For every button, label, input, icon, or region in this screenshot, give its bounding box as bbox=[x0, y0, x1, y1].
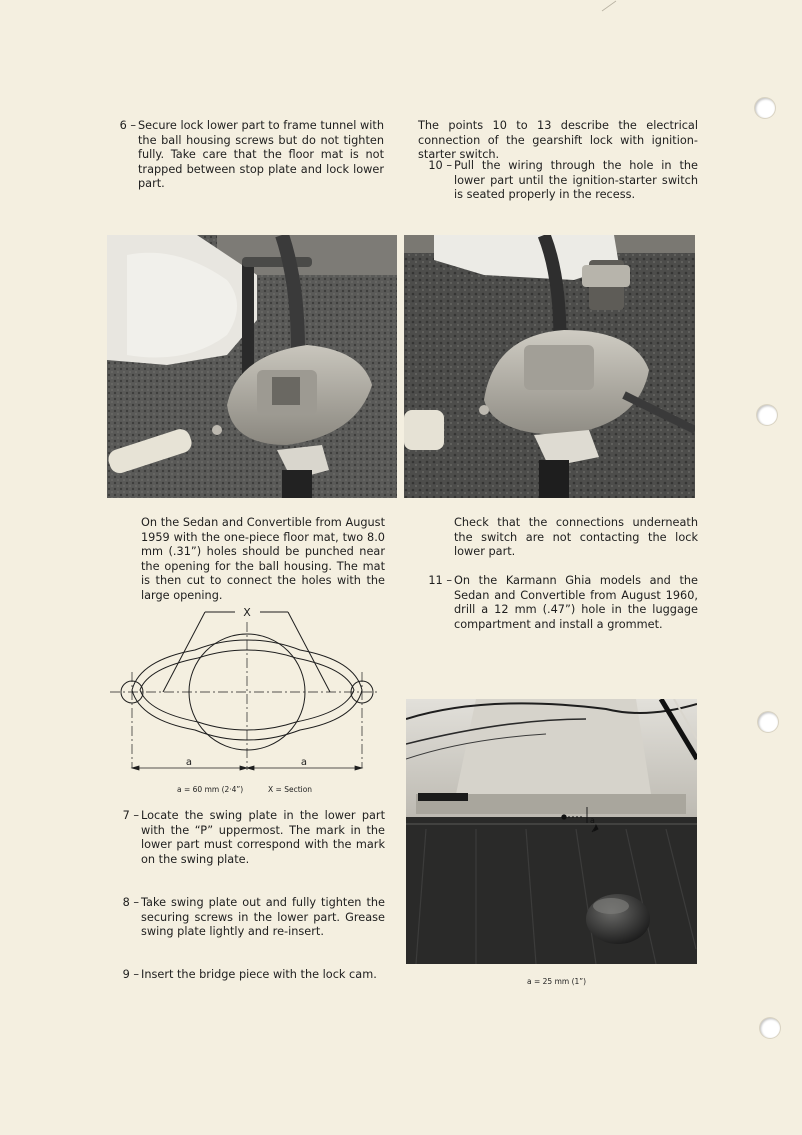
step-11-text: On the Karmann Ghia models and the Sedan and Convertible from August 1960, drill a 12 mm (.47”) hole in the luggage compartment and install a grommet. bbox=[454, 574, 698, 631]
step-10-text: Pull the wiring through the hole in the lower part until the ignition-starter switch is seated properly in the recess. bbox=[454, 159, 698, 202]
step-8-text: Take swing plate out and fully tighten the securing screws in the lower part. Grease swing plate lightly and re-insert. bbox=[141, 896, 385, 939]
photo-lock-wrench bbox=[107, 235, 397, 498]
step-7-number: 7 – bbox=[122, 809, 139, 822]
check-connections-paragraph: Check that the connections underneath the switch are not contacting the lock lower part. bbox=[454, 516, 698, 559]
step-8 bbox=[122, 896, 385, 940]
section-diagram bbox=[110, 600, 380, 780]
section-diagram-drawing bbox=[110, 600, 380, 780]
photo-caption: a = 25 mm (1”) bbox=[527, 977, 587, 986]
step-7-text: Locate the swing plate in the lower part with the “P” uppermost. The mark in the lower part must correspond with the mark on the swing plate. bbox=[141, 809, 385, 866]
photo-marker-label: a bbox=[590, 816, 595, 825]
step-9 bbox=[122, 968, 385, 983]
step-11-number: 11 – bbox=[428, 574, 452, 587]
binder-hole bbox=[755, 98, 775, 118]
photo-luggage-compartment bbox=[406, 699, 697, 964]
binder-hole bbox=[758, 712, 778, 732]
step-10-number: 10 – bbox=[428, 159, 452, 172]
step-9-text: Insert the bridge piece with the lock cam. bbox=[141, 968, 377, 981]
step-6 bbox=[119, 119, 384, 192]
step-6-text: Secure lock lower part to frame tunnel with the ball housing screws but do not tighten fully. Take care that the floor mat is not trapped between stop plate and lock lower part. bbox=[138, 119, 384, 191]
diagram-section-label: X bbox=[243, 606, 251, 619]
binder-hole bbox=[760, 1018, 780, 1038]
step-8-number: 8 – bbox=[122, 896, 139, 909]
step-9-number: 9 – bbox=[122, 968, 139, 981]
page-fold-mark bbox=[600, 0, 618, 12]
floor-mat-paragraph: On the Sedan and Convertible from August 1959 with the one-piece floor mat, two 8.0 mm (.31”) holes should be punched near the opening for the ball housing. The mat is then cut to connect the holes with the large opening. bbox=[141, 516, 385, 602]
step-6-number: 6 – bbox=[119, 119, 136, 132]
diagram-dimension-right: a bbox=[300, 757, 308, 768]
diagram-dimension-left: a bbox=[185, 757, 193, 768]
photo-lock-switch bbox=[404, 235, 695, 498]
binder-hole bbox=[757, 405, 777, 425]
step-10 bbox=[428, 159, 698, 203]
step-11 bbox=[428, 574, 698, 632]
step-7 bbox=[122, 809, 385, 867]
diagram-caption-section: X = Section bbox=[268, 785, 313, 794]
diagram-caption-dimension: a = 60 mm (2·4”) bbox=[177, 785, 244, 794]
intro-right-paragraph: The points 10 to 13 describe the electrical connection of the gearshift lock with ignition-starter switch. bbox=[418, 119, 698, 162]
